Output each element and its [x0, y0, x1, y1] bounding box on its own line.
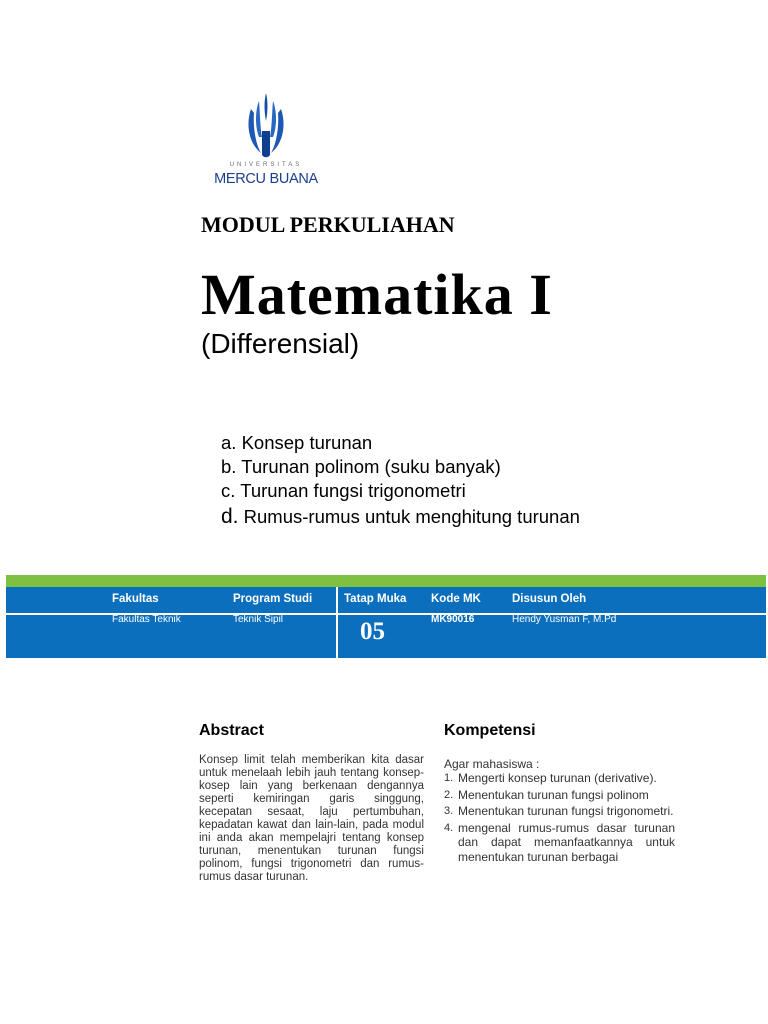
header-kode-mk: Kode MK — [431, 593, 481, 605]
value-program-studi: Teknik Sipil — [233, 614, 284, 625]
topic-item: a. Konsep turunan — [221, 432, 373, 453]
module-label: MODUL PERKULIAHAN — [201, 212, 455, 237]
header-fakultas: Fakultas — [112, 593, 159, 605]
university-label: UNIVERSITAS — [229, 162, 303, 168]
list-item: 2. Menentukan turunan fungsi polinom — [444, 787, 649, 802]
kompetensi-intro: Agar mahasiswa : — [444, 757, 540, 771]
kompetensi-list — [444, 771, 675, 866]
header-tatap-muka: Tatap Muka — [344, 593, 407, 605]
university-name: MERCU BUANA — [214, 171, 318, 187]
list-item: 4. mengenal rumus-rumus dasar turunan dan dapat memanfaatkannya untuk menentukan turunan berbagai — [444, 820, 675, 864]
value-kode-mk: MK90016 — [431, 614, 475, 625]
table-column-divider — [336, 587, 338, 658]
mercu-buana-emblem-icon — [245, 91, 287, 161]
abstract-heading: Abstract — [199, 722, 264, 739]
course-info-table — [6, 575, 766, 658]
header-disusun-oleh: Disusun Oleh — [512, 593, 587, 605]
value-tatap-muka: 05 — [360, 618, 385, 645]
course-subtitle: (Differensial) — [201, 328, 360, 359]
list-item: 1. Mengerti konsep turunan (derivative). — [444, 771, 657, 785]
value-fakultas: Fakultas Teknik — [112, 614, 181, 625]
university-logo — [201, 88, 331, 194]
topic-list — [221, 431, 580, 529]
value-disusun-oleh: Hendy Yusman F, M.Pd — [512, 614, 617, 625]
course-title: Matematika I — [201, 262, 553, 327]
list-item: 3. Menentukan turunan fungsi trigonometri. — [444, 804, 674, 818]
header-program-studi: Program Studi — [233, 593, 313, 605]
topic-item: d. Rumus-rumus untuk menghitung turunan — [221, 505, 580, 528]
abstract-body: Konsep limit telah memberikan kita dasar untuk menelaah lebih jauh tentang konsep-kosep lain yang berkenaan dengannya seperti kemiringan garis singgung, kecepatan sesaat, laju pertumbuhan, kepadatan kawat dan lain-lain, pada modul ini anda akan mempelajri tentang konsep turunan, menentukan turunan fungsi polinom, fungsi trigonometri dan rumus-rumus dasar turunan. — [199, 754, 424, 883]
kompetensi-heading: Kompetensi — [444, 722, 536, 739]
accent-stripe — [6, 575, 766, 587]
topic-item: b. Turunan polinom (suku banyak) — [221, 456, 501, 477]
topic-item: c. Turunan fungsi trigonometri — [221, 480, 466, 501]
